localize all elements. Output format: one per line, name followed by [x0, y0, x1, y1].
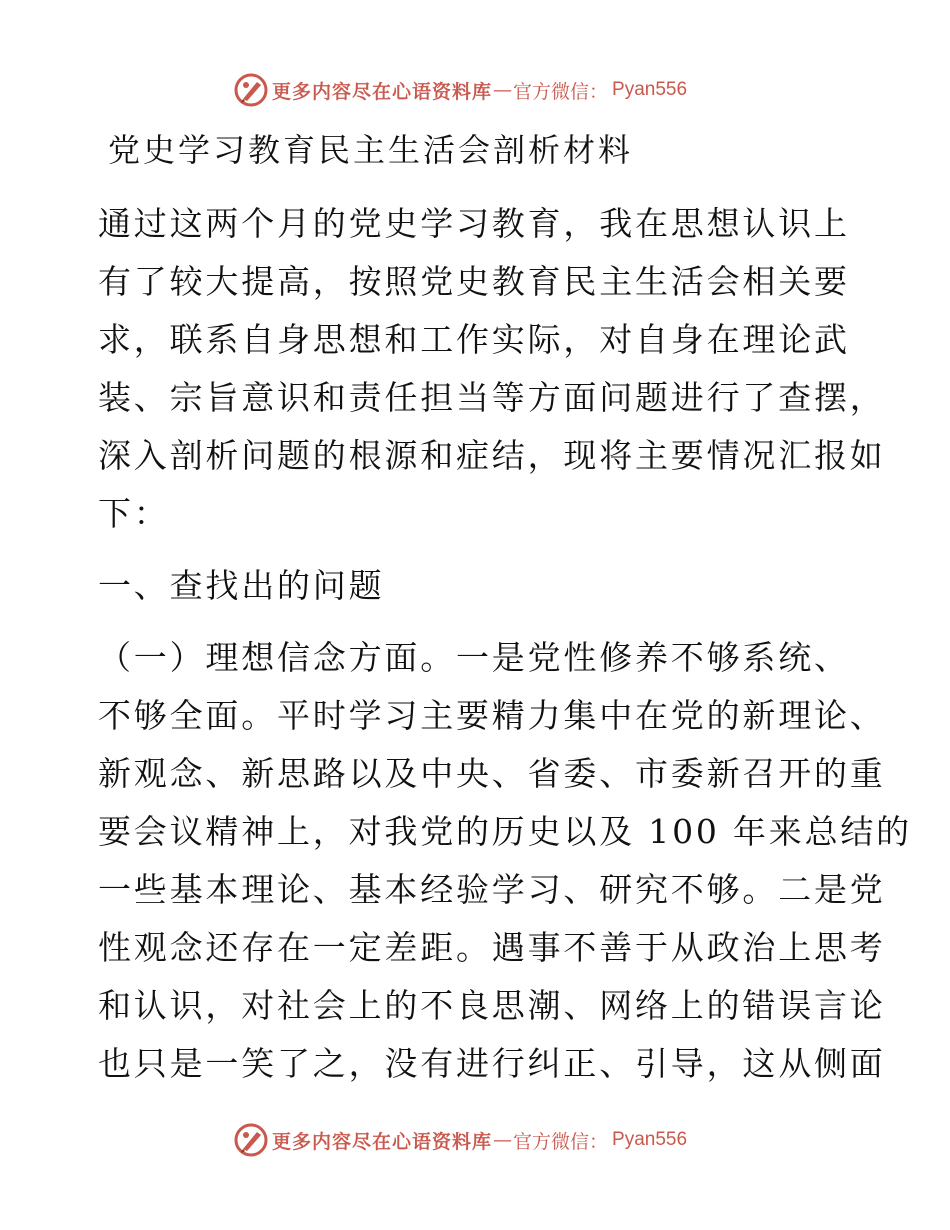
document-title: 党史学习教育民主生活会剖析材料: [108, 131, 634, 169]
footer-watermark: [234, 1122, 687, 1158]
body-line: 深入剖析问题的根源和症结，现将主要情况汇报如: [98, 436, 886, 475]
watermark-separator: —: [493, 79, 513, 101]
body-line: 一些基本理论、基本经验学习、研究不够。二是党: [98, 870, 886, 909]
body-line: 要会议精神上，对我党的历史以及 100 年来总结的: [98, 812, 912, 851]
watermark-wechat-id: Pyan556: [612, 1129, 688, 1150]
watermark-wechat-label: 官方微信: [513, 1130, 590, 1153]
body-line: 有了较大提高，按照党史教育民主生活会相关要: [98, 262, 850, 301]
watermark-site-text: 更多内容尽在心语资料库: [272, 1130, 493, 1153]
body-line: 新观念、新思路以及中央、省委、市委新召开的重: [98, 754, 886, 793]
body-line: （一）理想信念方面。一是党性修养不够系统、: [98, 638, 850, 677]
pen-logo-icon: [234, 1123, 268, 1157]
body-line: 不够全面。平时学习主要精力集中在党的新理论、: [98, 696, 886, 735]
body-line: 下：: [98, 494, 170, 533]
body-line: 求，联系自身思想和工作实际，对自身在理论武: [98, 320, 850, 359]
watermark-colon: ：: [589, 1130, 609, 1153]
body-line: 和认识，对社会上的不良思潮、网络上的错误言论: [98, 986, 886, 1025]
watermark-wechat-id: Pyan556: [612, 79, 688, 100]
watermark-colon: ：: [589, 80, 609, 103]
body-line: 装、宗旨意识和责任担当等方面问题进行了查摆，: [98, 378, 886, 417]
body-line: 性观念还存在一定差距。遇事不善于从政治上思考: [98, 928, 886, 967]
watermark-separator: —: [493, 1129, 513, 1151]
watermark-wechat-label: 官方微信: [513, 80, 590, 103]
body-line: 通过这两个月的党史学习教育，我在思想认识上: [98, 204, 850, 243]
body-line: 也只是一笑了之，没有进行纠正、引导，这从侧面: [98, 1044, 886, 1083]
header-watermark: [234, 72, 687, 108]
pen-logo-icon: [234, 73, 268, 107]
watermark-site-text: 更多内容尽在心语资料库: [272, 80, 493, 103]
section-heading: 一、查找出的问题: [98, 566, 385, 605]
